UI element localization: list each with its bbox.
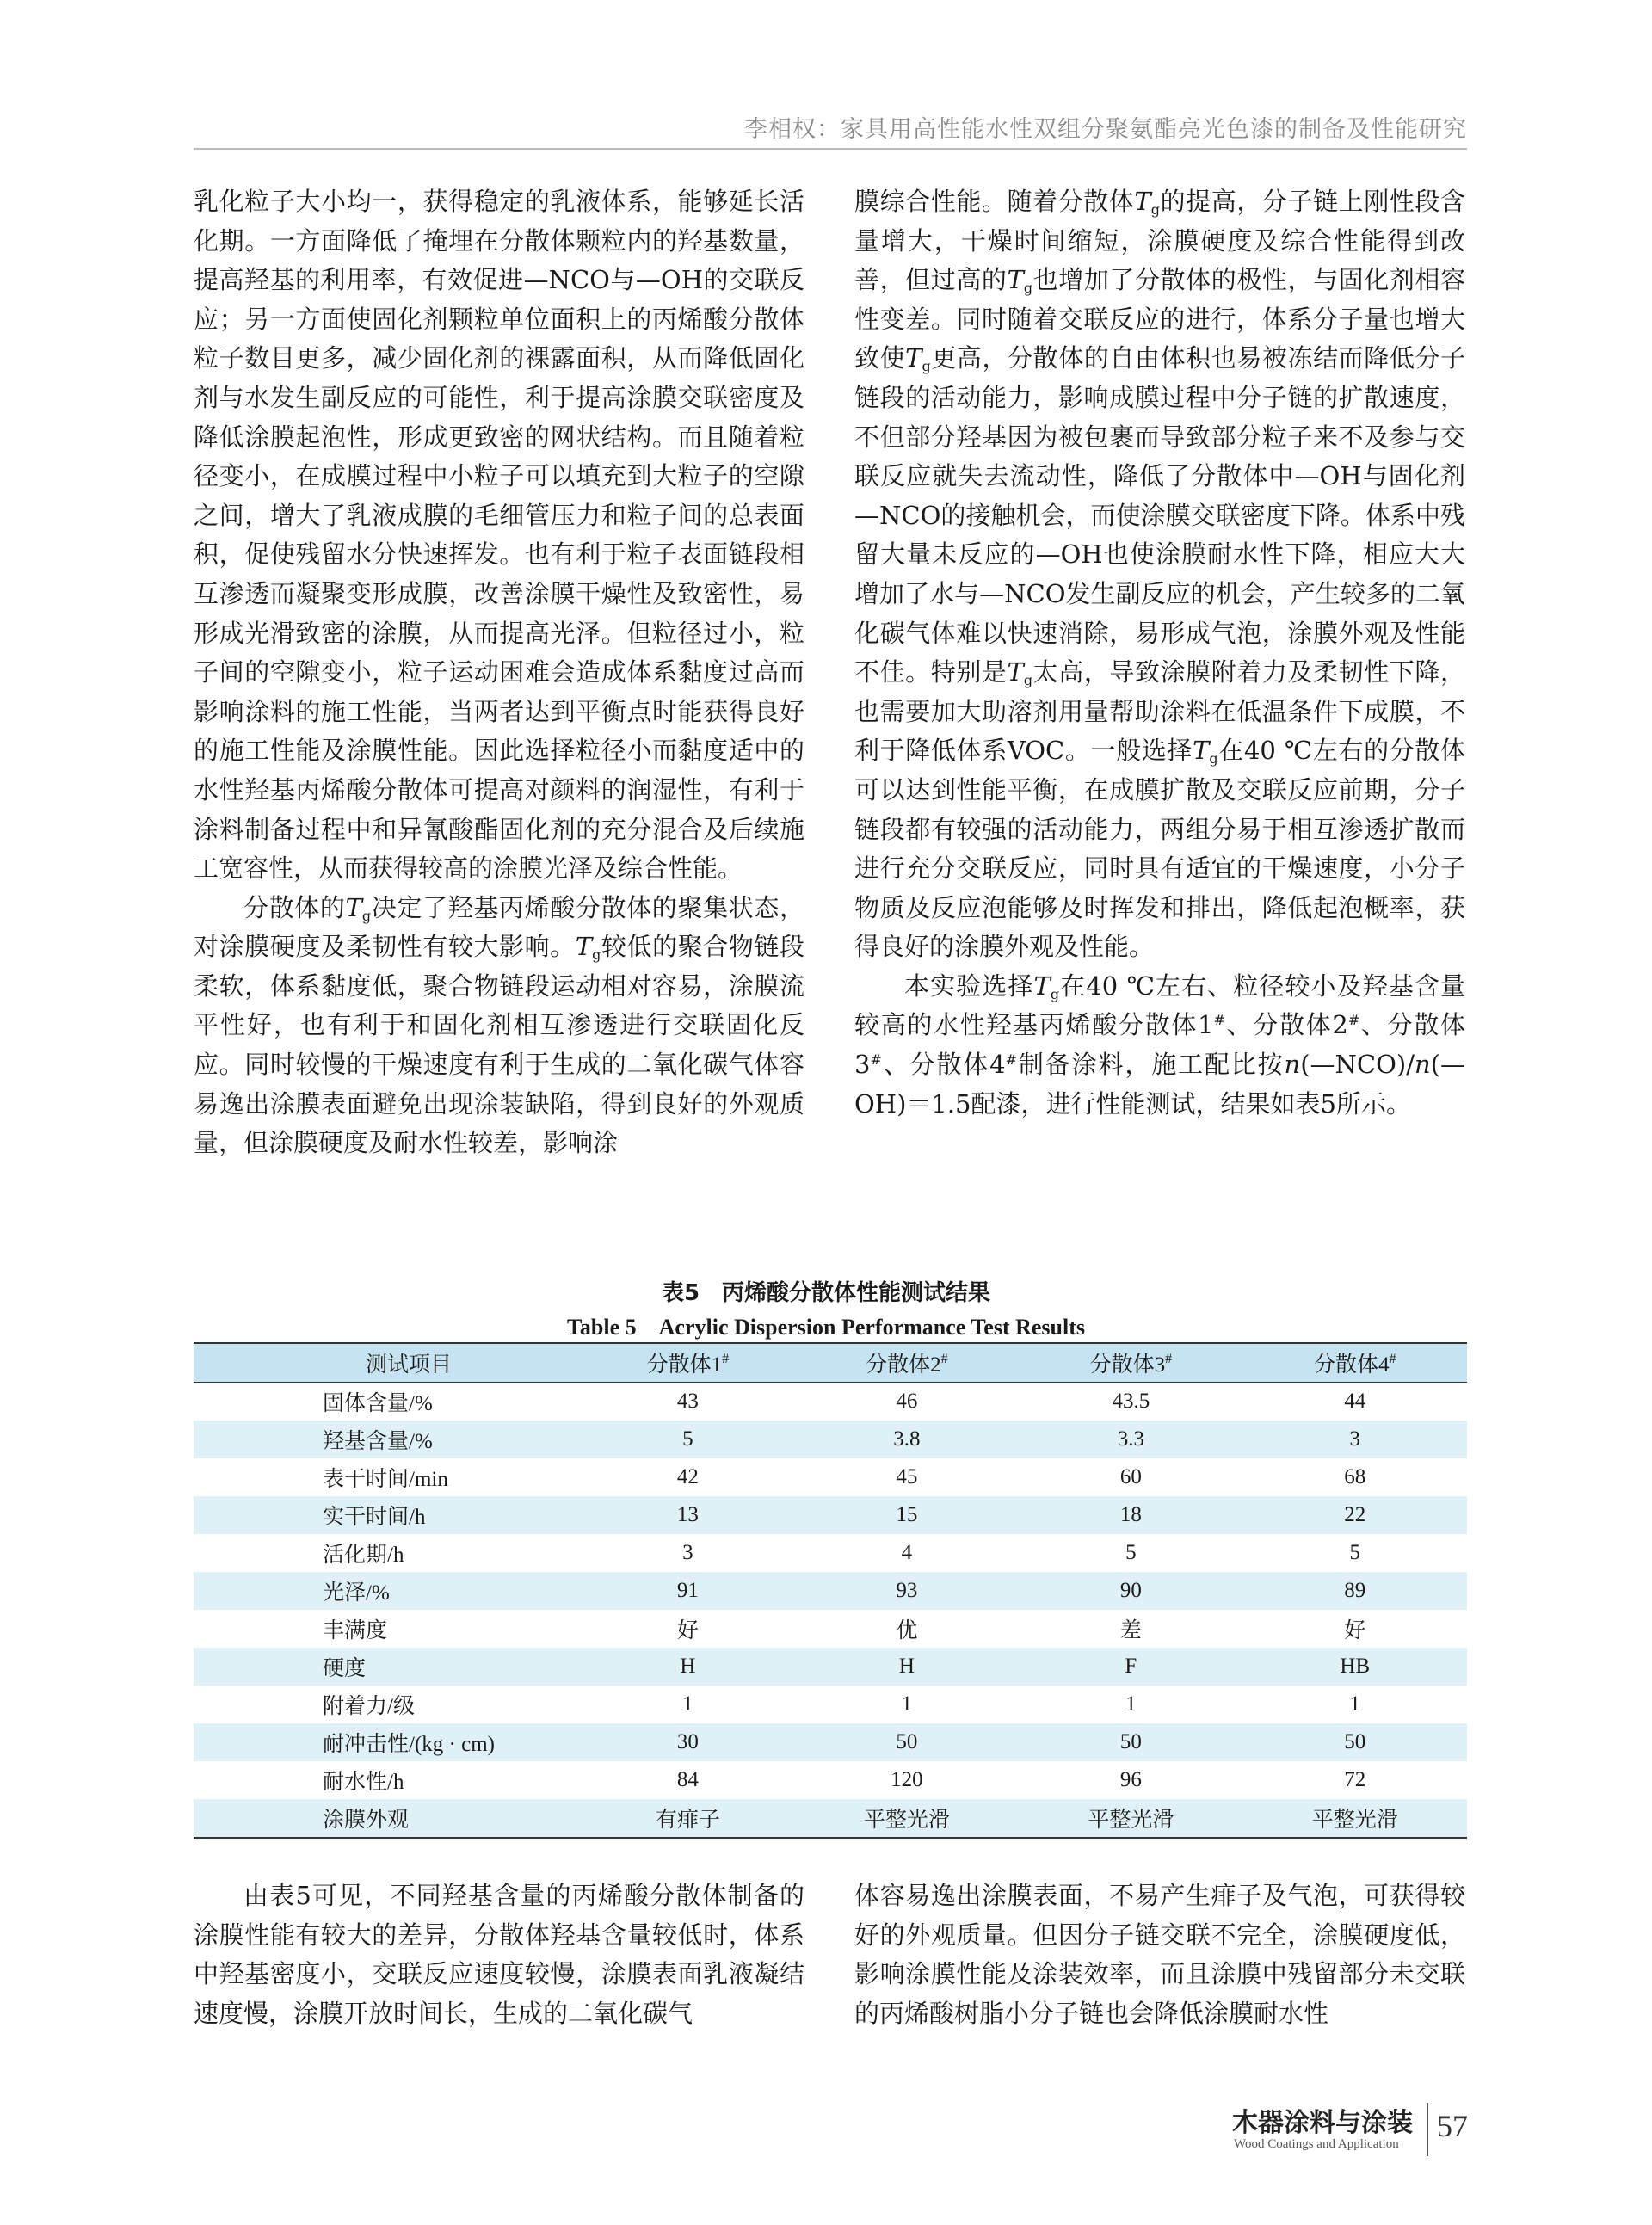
value-cell: F <box>1125 1655 1137 1678</box>
value-cell: 42 <box>676 1465 699 1488</box>
paragraph: 乳化粒子大小均一，获得稳定的乳液体系，能够延长活化期。一方面降低了掩埋在分散体颗粒内的羟基数量，提高羟基的利用率，有效促进—NCO与—OH的交联反应；另一方面使固化剂颗粒单位面积上的丙烯酸分散体粒子数目更多，减少固化剂的裸露面积，从而降低固化剂与水发生副反应的可能性，利于提高涂膜交联密度及降低涂膜起泡性，形成更致密的网状结构。而且随着粒径变小，在成膜过程中小粒子可以填充到大粒子的空隙之间，增大了乳液成膜的毛细管压力和粒子间的总表面积，促使残留水分快速挥发。也有利于粒子表面链段相互渗透而凝聚变形成膜，改善涂膜干燥性及致密性，易形成光滑致密的涂膜，从而提高光泽。但粒径过小，粒子间的空隙变小，粒子运动困难会造成体系黏度过高而影响涂料的施工性能，当两者达到平衡点时能获得良好的施工性能及涂膜性能。因此选择粒径小而黏度适中的水性羟基丙烯酸分散体可提高对颜料的润湿性，有利于涂料制备过程中和异氰酸酯固化剂的充分混合及后续施工宽容性，从而获得较高的涂膜光泽及综合性能。 <box>194 187 804 884</box>
value-cell: 45 <box>896 1465 918 1488</box>
value-cell: 3.8 <box>893 1427 921 1451</box>
row-label-cell: 附着力/级 <box>323 1695 415 1718</box>
table-row <box>194 1686 1467 1723</box>
value-cell: 72 <box>1344 1768 1366 1791</box>
value-cell: 5 <box>1349 1541 1361 1564</box>
table-row <box>194 1458 1467 1496</box>
table-row <box>194 1534 1467 1572</box>
value-cell: 3 <box>1349 1427 1361 1451</box>
table-caption-zh: 表5 丙烯酸分散体性能测试结果 <box>661 1280 991 1306</box>
value-cell: 50 <box>1119 1730 1142 1753</box>
row-label-cell: 耐冲击性/(kg · cm) <box>323 1733 495 1756</box>
results-table <box>194 1342 1467 1839</box>
page-number: 57 <box>1437 2109 1468 2143</box>
value-cell: 有痱子 <box>655 1809 720 1832</box>
value-cell: 46 <box>896 1390 918 1413</box>
value-cell: 18 <box>1119 1503 1142 1526</box>
value-cell: 好 <box>676 1619 699 1643</box>
header-divider <box>194 148 1467 150</box>
column-header: 分散体2# <box>866 1352 948 1377</box>
table-row <box>194 1421 1467 1458</box>
row-label-cell: 实干时间/h <box>323 1506 426 1529</box>
row-label-cell: 耐水性/h <box>323 1771 404 1794</box>
column-header: 分散体4# <box>1314 1352 1396 1377</box>
value-cell: 91 <box>676 1579 699 1602</box>
value-cell: 1 <box>1125 1692 1137 1716</box>
value-cell: 3.3 <box>1117 1427 1144 1451</box>
value-cell: 50 <box>1344 1730 1366 1753</box>
value-cell: 89 <box>1344 1579 1366 1602</box>
body-column-left-bottom <box>194 1877 804 2033</box>
value-cell: H <box>680 1655 696 1678</box>
value-cell: 1 <box>682 1692 693 1716</box>
paragraph: 膜综合性能。随着分散体$T_g$的提高，分子链上刚性段含量增大，干燥时间缩短，涂膜硬度及综合性能得到改善，但过高的$T_g$也增加了分散体的极性，与固化剂相容性变差。同时随着交联反应的进行，体系分子量也增大致使$T_g$更高，分散体的自由体积也易被冻结而降低分子链段的活动能力，影响成膜过程中分子链的扩散速度，不但部分羟基因为被包裹而导致部分粒子来不及参与交联反应就失去流动性，降低了分散体中—OH与固化剂—NCO的接触机会，而使涂膜交联密度下降。体系中残留大量未反应的—OH也使涂膜耐水性下降，相应大大增加了水与—NCO发生副反应的机会，产生较多的二氧化碳气体难以快速消除，易形成气泡，涂膜外观及性能不佳。特别是$T_g$太高，导致涂膜附着力及柔韧性下降，也需要加大助溶剂用量帮助涂料在低温条件下成膜，不利于降低体系VOC。一般选择$T_g$在40 ℃左右的分散体可以达到性能平衡，在成膜扩散及交联反应前期，分子链段都有较强的活动能力，两组分易于相互渗透扩散而进行充分交联反应，同时具有适宜的干燥速度，小分子物质及反应泡能够及时挥发和排出，降低起泡概率，获得良好的涂膜外观及性能。 <box>854 187 1465 962</box>
paragraph: 由表5可见，不同羟基含量的丙烯酸分散体制备的涂膜性能有较大的差异，分散体羟基含量较低时，体系中羟基密度小，交联反应速度较慢，涂膜表面乳液凝结速度慢，涂膜开放时间长，生成的二氧化碳气 <box>194 1881 804 2028</box>
table-caption-en: Table 5 Acrylic Dispersion Performance Test Results <box>566 1315 1086 1340</box>
value-cell: 96 <box>1119 1768 1142 1791</box>
running-header: 李相权：家具用高性能水性双组分聚氨酯亮光色漆的制备及性能研究 <box>744 116 1467 143</box>
table-row <box>194 1761 1467 1799</box>
value-cell: 13 <box>676 1503 699 1526</box>
column-header: 分散体3# <box>1089 1352 1173 1377</box>
row-label-cell: 硬度 <box>323 1657 367 1680</box>
value-cell: 68 <box>1344 1465 1366 1488</box>
value-cell: 50 <box>896 1730 918 1753</box>
value-cell: 120 <box>891 1768 923 1791</box>
column-header: 分散体1# <box>646 1352 730 1377</box>
body-column-right-bottom <box>854 1877 1465 2033</box>
value-cell: HB <box>1340 1655 1371 1678</box>
value-cell: 好 <box>1344 1619 1366 1643</box>
table-row <box>194 1799 1467 1838</box>
table-row <box>194 1610 1467 1648</box>
value-cell: 平整光滑 <box>1311 1809 1398 1832</box>
body-column-right-top <box>854 182 1465 1124</box>
value-cell: 5 <box>1125 1541 1137 1564</box>
value-cell: 差 <box>1119 1619 1142 1643</box>
paragraph: 本实验选择$T_g$在40 ℃左右、粒径较小及羟基含量较高的水性羟基丙烯酸分散体1#、分散体2#、分散体3#、分散体4#制备涂料，施工配比按n(—NCO)/n(—OH)＝1.5配漆，进行性能测试，结果如表5所示。 <box>854 971 1465 1119</box>
row-label-cell: 表干时间/min <box>323 1468 448 1491</box>
value-cell: 60 <box>1119 1465 1142 1488</box>
value-cell: 84 <box>676 1768 699 1791</box>
value-cell: 43.5 <box>1112 1390 1150 1413</box>
value-cell: 90 <box>1119 1579 1142 1602</box>
row-label-cell: 光泽/% <box>323 1581 390 1605</box>
value-cell: 22 <box>1344 1503 1366 1526</box>
footer-divider <box>1427 2103 1428 2156</box>
table-row <box>194 1496 1467 1534</box>
value-cell: 93 <box>896 1579 918 1602</box>
value-cell: 优 <box>896 1619 918 1643</box>
table-body <box>194 1383 1467 1839</box>
row-label-cell: 活化期/h <box>323 1544 404 1567</box>
journal-title-en: Wood Coatings and Application <box>1234 2137 1399 2151</box>
column-header: 测试项目 <box>366 1353 453 1377</box>
table-header-row <box>194 1343 1467 1383</box>
paragraph: 体容易逸出涂膜表面，不易产生痱子及气泡，可获得较好的外观质量。但因分子链交联不完全，涂膜硬度低，影响涂膜性能及涂装效率，而且涂膜中残留部分未交联的丙烯酸树脂小分子链也会降低涂膜耐水性 <box>854 1881 1465 2028</box>
tg-symbol: T <box>345 892 362 922</box>
value-cell: 1 <box>901 1692 913 1716</box>
value-cell: H <box>898 1655 915 1678</box>
table-row <box>194 1383 1467 1421</box>
value-cell: 15 <box>896 1503 918 1526</box>
body-column-left-top <box>194 182 804 1163</box>
row-label-cell: 固体含量/% <box>323 1392 433 1415</box>
value-cell: 30 <box>676 1730 699 1753</box>
row-label-cell: 丰满度 <box>323 1619 388 1643</box>
row-label-cell: 涂膜外观 <box>323 1809 410 1832</box>
value-cell: 5 <box>682 1427 693 1451</box>
value-cell: 43 <box>676 1390 699 1413</box>
table-row <box>194 1723 1467 1761</box>
value-cell: 3 <box>682 1541 693 1564</box>
value-cell: 1 <box>1349 1692 1361 1716</box>
value-cell: 44 <box>1344 1390 1366 1413</box>
table-row <box>194 1572 1467 1610</box>
value-cell: 4 <box>901 1541 913 1564</box>
value-cell: 平整光滑 <box>1088 1809 1174 1832</box>
table-row <box>194 1648 1467 1686</box>
value-cell: 平整光滑 <box>863 1809 950 1832</box>
row-label-cell: 羟基含量/% <box>323 1430 433 1453</box>
journal-title: 木器涂料与涂装 <box>1232 2108 1413 2138</box>
tg-symbol: T <box>575 932 593 962</box>
paragraph: 分散体的$T_g$决定了羟基丙烯酸分散体的聚集状态，对涂膜硬度及柔韧性有较大影响。$T_g$较低的聚合物链段柔软，体系黏度低，聚合物链段运动相对容易，涂膜流平性好，也有利于和固化剂相互渗透进行交联固化反应。同时较慢的干燥速度有利于生成的二氧化碳气体容易逸出涂膜表面避免出现涂装缺陷，得到良好的外观质量，但涂膜硬度及耐水性较差，影响涂 <box>194 892 804 1158</box>
